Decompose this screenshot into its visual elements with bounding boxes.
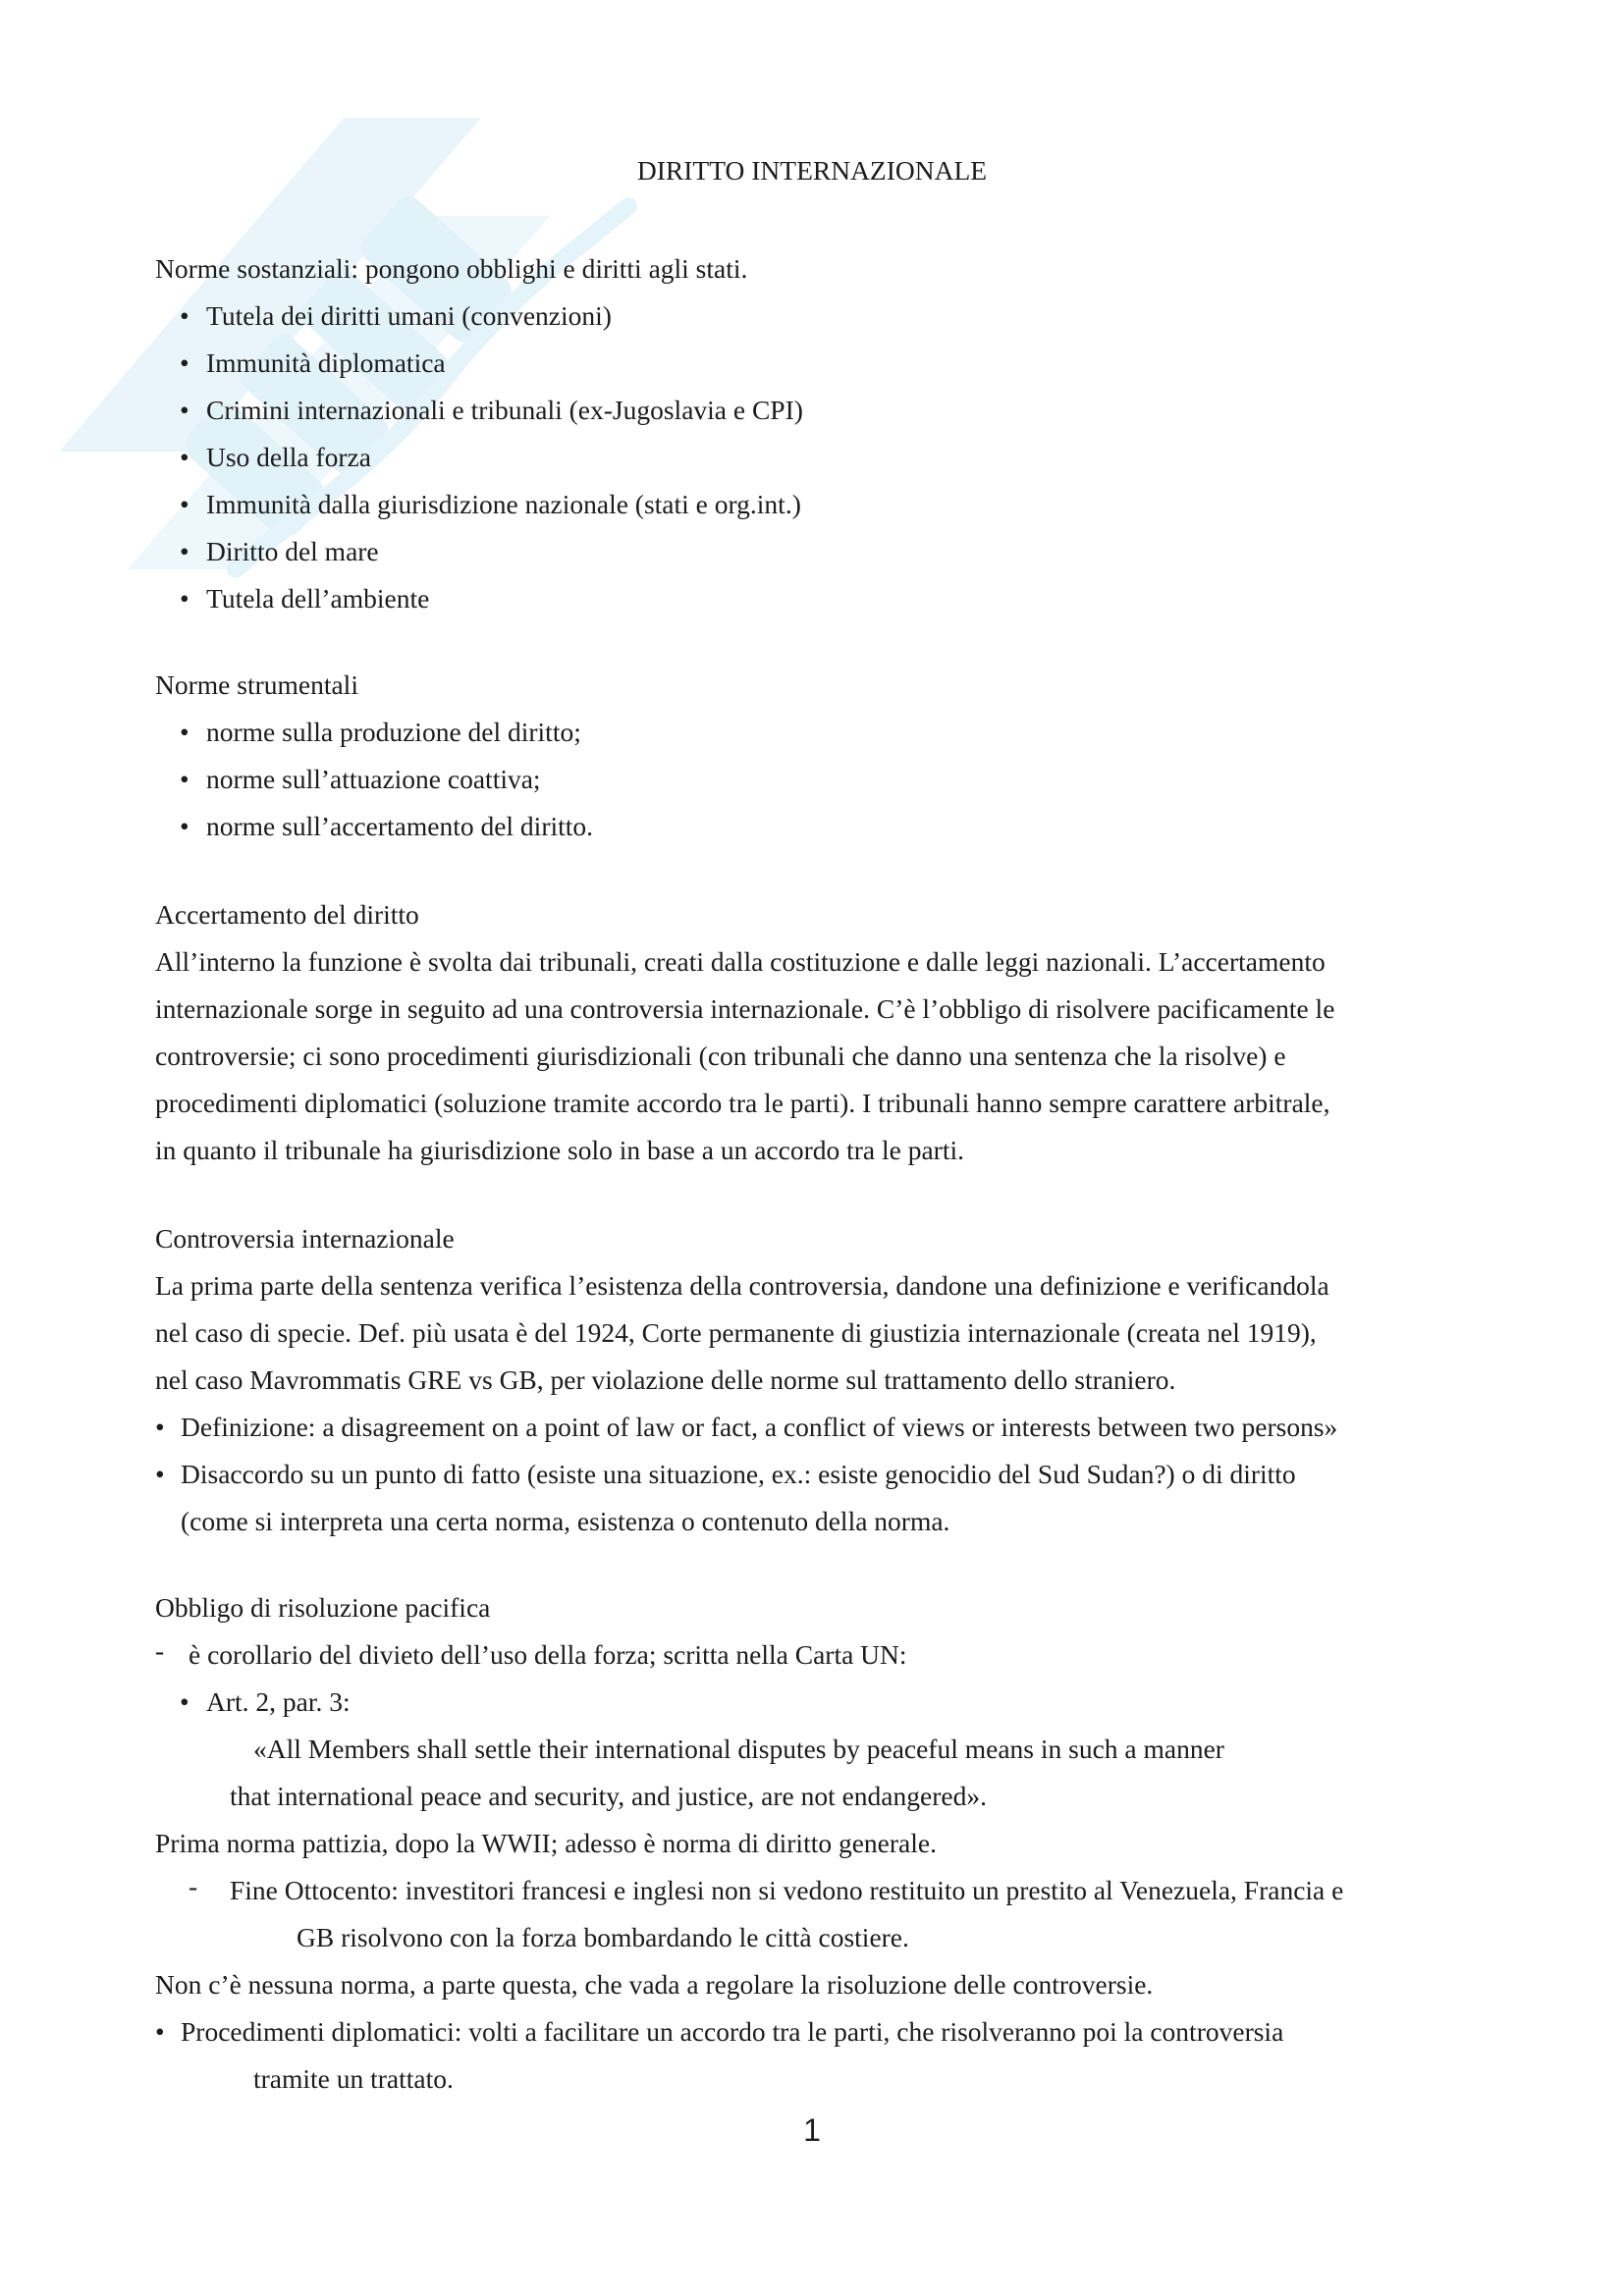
page-number: 1 (803, 2112, 821, 2148)
list-item: norme sull’attuazione coattiva; (206, 764, 541, 794)
bullet-icon: • (155, 1459, 165, 1489)
bullet-icon: • (180, 1686, 189, 1717)
bullet-icon: • (180, 536, 189, 566)
paragraph-line: procedimenti diplomatici (soluzione tramite accordo tra le parti). I tribunali hanno sempre carattere arbitrale, (155, 1088, 1330, 1118)
dash-icon: - (155, 1635, 165, 1666)
bullet-icon: • (180, 717, 189, 747)
bullet-icon: • (155, 1412, 165, 1442)
list-item-continuation: (come si interpreta una certa norma, esistenza o contenuto della norma. (181, 1506, 950, 1536)
section-heading-controversia: Controversia internazionale (155, 1223, 455, 1254)
paragraph-line: controversie; ci sono procedimenti giurisdizionali (con tribunali che danno una sentenza che la risolve) e (155, 1041, 1286, 1071)
bullet-icon: • (180, 395, 189, 425)
section-heading-accertamento: Accertamento del diritto (155, 899, 419, 930)
list-item: Tutela dei diritti umani (convenzioni) (206, 300, 612, 331)
list-item: Procedimenti diplomatici: volti a facilitare un accordo tra le parti, che risolveranno poi la controversia (181, 2016, 1284, 2047)
bullet-icon: • (180, 811, 189, 841)
list-item: Diritto del mare (206, 536, 379, 566)
section-heading-strumentali: Norme strumentali (155, 669, 358, 700)
quote-line: that international peace and security, and justice, are not endangered». (230, 1781, 987, 1811)
bullet-icon: • (180, 300, 189, 331)
bullet-icon: • (180, 347, 189, 378)
bullet-icon: • (180, 489, 189, 519)
paragraph-line: All’interno la funzione è svolta dai tribunali, creati dalla costituzione e dalle leggi nazionali. L’accertamento (155, 946, 1326, 977)
list-item: Disaccordo su un punto di fatto (esiste una situazione, ex.: esiste genocidio del Sud Sudan?) o di diritto (181, 1459, 1296, 1489)
dash-item: è corollario del divieto dell’uso della forza; scritta nella Carta UN: (189, 1639, 907, 1670)
section-heading-obbligo: Obbligo di risoluzione pacifica (155, 1592, 491, 1623)
list-item: norme sull’accertamento del diritto. (206, 811, 594, 841)
bullet-icon: • (180, 583, 189, 614)
paragraph-line: Prima norma pattizia, dopo la WWII; adesso è norma di diritto generale. (155, 1828, 937, 1858)
document-title: DIRITTO INTERNAZIONALE (636, 155, 988, 186)
list-item: Uso della forza (206, 442, 371, 472)
paragraph-line: in quanto il tribunale ha giurisdizione solo in base a un accordo tra le parti. (155, 1135, 964, 1165)
list-item-continuation: tramite un trattato. (253, 2063, 454, 2094)
bullet-icon: • (155, 2016, 165, 2047)
list-item: Art. 2, par. 3: (206, 1686, 351, 1717)
dash-item: Fine Ottocento: investitori francesi e inglesi non si vedono restituito un prestito al Venezuela, Francia e (230, 1875, 1344, 1905)
paragraph-line: nel caso Mavrommatis GRE vs GB, per violazione delle norme sul trattamento dello straniero. (155, 1364, 1176, 1395)
list-item: norme sulla produzione del diritto; (206, 717, 581, 747)
bullet-icon: • (180, 764, 189, 794)
paragraph-line: internazionale sorge in seguito ad una controversia internazionale. C’è l’obbligo di risolvere pacificamente le (155, 993, 1335, 1024)
dash-item-continuation: GB risolvono con la forza bombardando le città costiere. (297, 1922, 909, 1952)
list-item: Immunità dalla giurisdizione nazionale (stati e org.int.) (206, 489, 801, 519)
list-item: Tutela dell’ambiente (206, 583, 430, 614)
list-item: Definizione: a disagreement on a point of law or fact, a conflict of views or interests between two persons» (181, 1412, 1338, 1442)
list-item: Crimini internazionali e tribunali (ex-Jugoslavia e CPI) (206, 395, 803, 425)
dash-icon: - (189, 1871, 198, 1901)
bullet-icon: • (180, 442, 189, 472)
paragraph-line: nel caso di specie. Def. più usata è del 1924, Corte permanente di giustizia internazionale (creata nel 1919), (155, 1317, 1317, 1348)
paragraph-line: Non c’è nessuna norma, a parte questa, che vada a regolare la risoluzione delle controversie. (155, 1969, 1154, 2000)
quote-line: «All Members shall settle their international disputes by peaceful means in such a manner (253, 1734, 1224, 1764)
section-heading-sostanziali: Norme sostanziali: pongono obblighi e diritti agli stati. (155, 253, 748, 284)
paragraph-line: La prima parte della sentenza verifica l’esistenza della controversia, dandone una definizione e verificandola (155, 1270, 1329, 1301)
list-item: Immunità diplomatica (206, 347, 446, 378)
